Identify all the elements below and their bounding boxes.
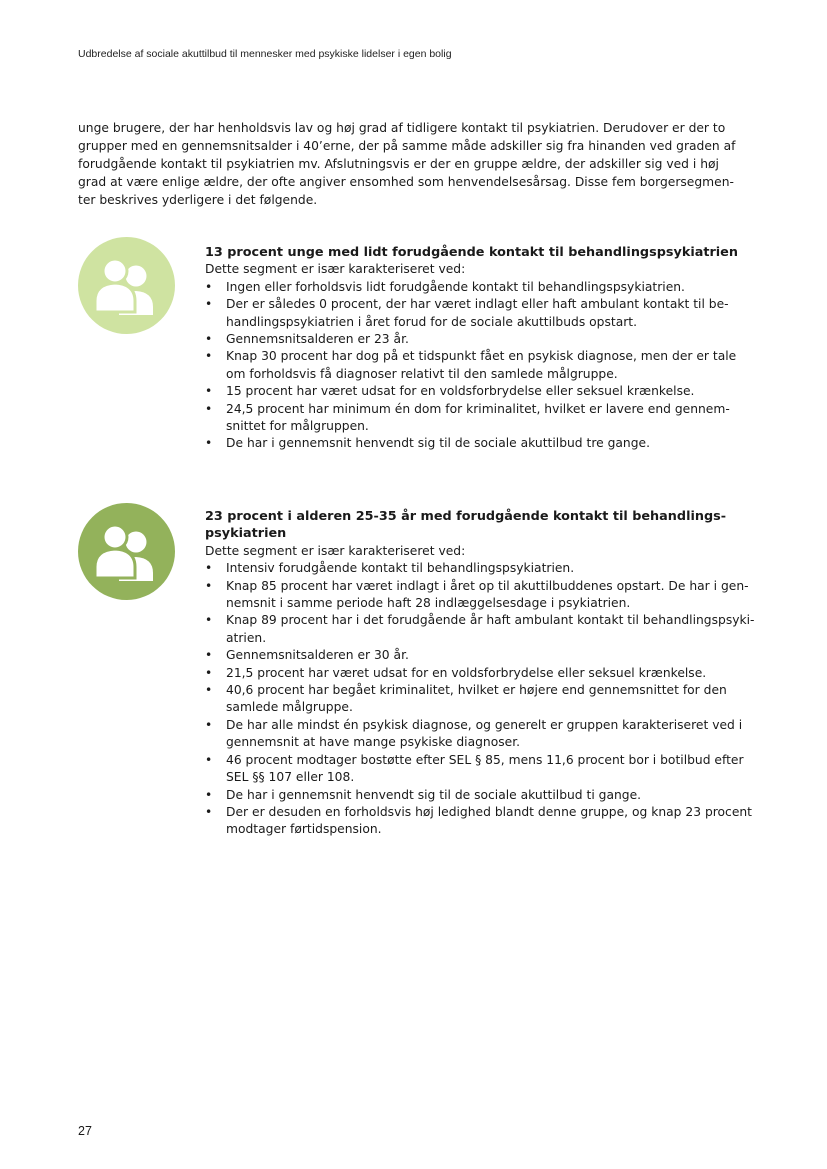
list-item: • De har alle mindst én psykisk diagnose, og generelt er gruppen karakteriseret ved i gennemsnit at have mange psykiske diagnoser.	[205, 717, 775, 752]
segment-title: 13 procent unge med lidt forudgående kontakt til behandlingspsykiatrien	[205, 245, 738, 260]
list-item: • 40,6 procent har begået kriminalitet, hvilket er højere end gennemsnittet for den samlede målgruppe.	[205, 682, 775, 717]
list-item: • Knap 30 procent har dog på et tidspunkt fået en psykisk diagnose, men der er tale om forholdsvis få diagnoser relativt til den samlede målgruppe.	[205, 348, 775, 383]
list-item: • 15 procent har været udsat for en voldsforbrydelse eller seksuel krænkelse.	[205, 383, 775, 400]
two-persons-icon	[78, 237, 175, 334]
segment-subtitle: Dette segment er især karakteriseret ved:	[205, 543, 466, 558]
intro-line: forudgående kontakt til psykiatrien mv. Afslutningsvis er der en gruppe ældre, der adskiller sig ved i høj	[78, 157, 719, 171]
two-persons-icon	[78, 503, 175, 600]
intro-line: grupper med en gennemsnitsalder i 40’erne, der på samme måde adskiller sig fra hinanden ved graden af	[78, 139, 736, 153]
bullet-list	[205, 279, 775, 453]
list-item: • Der er desuden en forholdsvis høj ledighed blandt denne gruppe, og knap 23 procent modtager førtidspension.	[205, 804, 775, 839]
list-item: • De har i gennemsnit henvendt sig til de sociale akuttilbud ti gange.	[205, 787, 775, 804]
list-item: • Ingen eller forholdsvis lidt forudgående kontakt til behandlingspsykiatrien.	[205, 279, 775, 296]
list-item: • Gennemsnitsalderen er 30 år.	[205, 647, 775, 664]
segment-title: psykiatrien	[205, 526, 287, 542]
list-item: • 21,5 procent har været udsat for en voldsforbrydelse eller seksuel krænkelse.	[205, 665, 775, 682]
intro-paragraph	[78, 119, 758, 209]
list-item: • 24,5 procent har minimum én dom for kriminalitet, hvilket er lavere end gennem- snittet for målgruppen.	[205, 401, 775, 436]
page-number: 27	[78, 1124, 92, 1138]
running-header: Udbredelse af sociale akuttilbud til mennesker med psykiske lidelser i egen bolig	[78, 48, 452, 60]
list-item: • Gennemsnitsalderen er 23 år.	[205, 331, 775, 348]
list-item: • Knap 89 procent har i det forudgående år haft ambulant kontakt til behandlingspsyki- atrien.	[205, 612, 775, 647]
segment-young-low-contact	[205, 244, 775, 453]
segment-age-25-35-high-contact	[205, 508, 775, 839]
bullet-list	[205, 560, 775, 839]
list-item: • Knap 85 procent har været indlagt i året op til akuttilbuddenes opstart. De har i gen- nemsnit i samme periode haft 28 indlæggelsesdage i psykiatrien.	[205, 578, 775, 613]
segment-subtitle: Dette segment er især karakteriseret ved:	[205, 262, 466, 277]
intro-line: grad at være enlige ældre, der ofte angiver ensomhed som henvendelsesårsag. Disse fem borgersegmen-	[78, 175, 734, 189]
list-item: • Der er således 0 procent, der har været indlagt eller haft ambulant kontakt til be- handlingspsykiatrien i året forud for de sociale akuttilbuds opstart.	[205, 296, 775, 331]
list-item: • Intensiv forudgående kontakt til behandlingspsykiatrien.	[205, 560, 775, 577]
segment-title: 23 procent i alderen 25-35 år med forudgående kontakt til behandlings-	[205, 509, 727, 524]
list-item: • 46 procent modtager bostøtte efter SEL § 85, mens 11,6 procent bor i botilbud efter SEL §§ 107 eller 108.	[205, 752, 775, 787]
intro-line: ter beskrives yderligere i det følgende.	[78, 193, 318, 207]
intro-line: unge brugere, der har henholdsvis lav og høj grad af tidligere kontakt til psykiatrien. Derudover er der to	[78, 121, 726, 135]
list-item: • De har i gennemsnit henvendt sig til de sociale akuttilbud tre gange.	[205, 435, 775, 452]
